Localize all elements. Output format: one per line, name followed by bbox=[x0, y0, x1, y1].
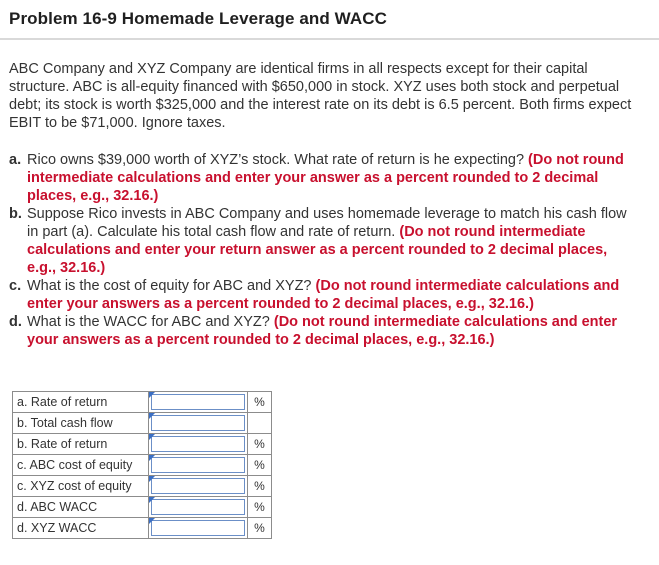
total-cash-flow-b-input[interactable] bbox=[152, 416, 242, 430]
row-label: c. XYZ cost of equity bbox=[13, 476, 149, 497]
question-letter: c. bbox=[9, 278, 22, 294]
question-letter: b. bbox=[9, 206, 22, 222]
question-c bbox=[9, 277, 637, 313]
question-instruction: (Do not round intermediate calculations and enter your return answer as a percent rounded to 2 decimal places, e.g., 32.16.) bbox=[27, 224, 608, 276]
question-letter: d. bbox=[9, 314, 22, 330]
question-instruction: (Do not round intermediate calculations and enter your answer as a percent rounded to 2 decimal places, e.g., 32.16.) bbox=[27, 152, 624, 204]
question-letter: a. bbox=[9, 152, 22, 168]
question-text: What is the WACC for ABC and XYZ? bbox=[27, 314, 270, 330]
question-text: Rico owns $39,000 worth of XYZ’s stock. What rate of return is he expecting? bbox=[27, 152, 525, 168]
answer-table bbox=[12, 391, 272, 539]
answer-cell bbox=[149, 392, 248, 413]
answer-cell bbox=[149, 434, 248, 455]
unit-label: % bbox=[248, 518, 272, 539]
row-label: c. ABC cost of equity bbox=[13, 455, 149, 476]
table-row bbox=[13, 497, 272, 518]
question-d bbox=[9, 313, 637, 349]
answer-cell bbox=[149, 518, 248, 539]
table-row bbox=[13, 455, 272, 476]
row-label: d. XYZ WACC bbox=[13, 518, 149, 539]
unit-label: % bbox=[248, 455, 272, 476]
table-row bbox=[13, 413, 272, 434]
page-title: Problem 16-9 Homemade Leverage and WACC bbox=[9, 9, 388, 28]
row-label: b. Total cash flow bbox=[13, 413, 149, 434]
abc-wacc-input[interactable] bbox=[152, 500, 242, 514]
rate-of-return-a-input[interactable] bbox=[152, 395, 242, 409]
unit-label: % bbox=[248, 476, 272, 497]
question-instruction: (Do not round intermediate calculations and enter your answers as a percent rounded to 2 decimal places, e.g., 32.16.) bbox=[27, 314, 618, 348]
answer-cell bbox=[149, 413, 248, 434]
rate-of-return-b-input[interactable] bbox=[152, 437, 242, 451]
row-label: a. Rate of return bbox=[13, 392, 149, 413]
answer-cell bbox=[149, 455, 248, 476]
answer-cell bbox=[149, 497, 248, 518]
table-row bbox=[13, 476, 272, 497]
title-bar bbox=[0, 0, 659, 40]
abc-cost-of-equity-input[interactable] bbox=[152, 458, 242, 472]
table-row bbox=[13, 392, 272, 413]
question-b bbox=[9, 205, 637, 277]
table-row bbox=[13, 518, 272, 539]
unit-label: % bbox=[248, 497, 272, 518]
unit-label: % bbox=[248, 434, 272, 455]
xyz-wacc-input[interactable] bbox=[152, 521, 242, 535]
question-instruction: (Do not round intermediate calculations and enter your answers as a percent rounded to 2 decimal places, e.g., 32.16.) bbox=[27, 278, 620, 312]
question-text: What is the cost of equity for ABC and XYZ? bbox=[27, 278, 312, 294]
question-a bbox=[9, 151, 637, 205]
question-list bbox=[9, 151, 637, 349]
unit-label bbox=[248, 413, 272, 434]
row-label: b. Rate of return bbox=[13, 434, 149, 455]
question-text: Suppose Rico invests in ABC Company and uses homemade leverage to match his cash flow in part (a). Calculate his total cash flow and rate of return. bbox=[27, 206, 627, 240]
xyz-cost-of-equity-input[interactable] bbox=[152, 479, 242, 493]
unit-label: % bbox=[248, 392, 272, 413]
table-row bbox=[13, 434, 272, 455]
problem-statement: ABC Company and XYZ Company are identical firms in all respects except for their capital structure. ABC is all-equity financed with $650,000 in stock. XYZ uses both stock and perpetual debt; its stock is worth $325,000 and the interest rate on its debt is 6.5 percent. Both firms expect EBIT to be $71,000. Ignore taxes. bbox=[9, 61, 632, 131]
answer-cell bbox=[149, 476, 248, 497]
row-label: d. ABC WACC bbox=[13, 497, 149, 518]
